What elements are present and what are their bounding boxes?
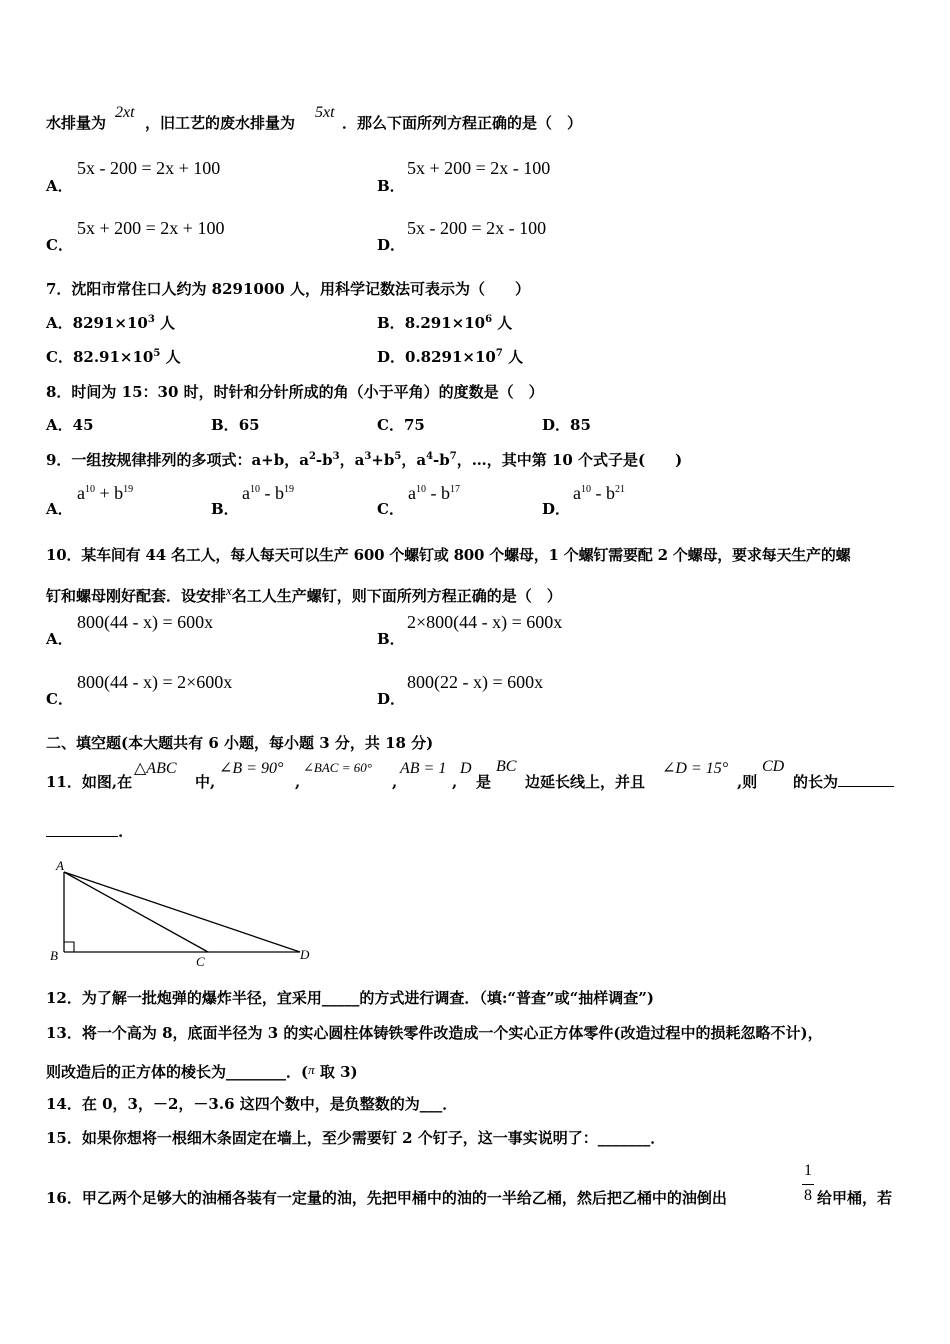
q11-answer-blank-1[interactable] (838, 772, 894, 787)
right-angle-mark (64, 942, 74, 952)
label-c: C (196, 954, 205, 969)
intro-line (46, 113, 106, 133)
q11-line2 (46, 822, 123, 842)
q11-answer-blank-2[interactable] (46, 822, 118, 837)
q9-s-g: ，…，其中第 10 个式子是( ) (456, 451, 683, 469)
q14-text: 14．在 0，3，－2，－3.6 这四个数中，是负整数的为___． (46, 1095, 458, 1113)
q7-d-exp: 7 (495, 348, 503, 359)
q13-line2 (46, 1060, 358, 1082)
q7-a-base: 8291×10 (72, 314, 148, 332)
q9-option-c (408, 483, 460, 504)
q9-d-op: - b (591, 483, 615, 503)
q7-option-c (46, 347, 181, 367)
q9-b-letter: B． (211, 500, 239, 518)
q7-a-unit: 人 (154, 314, 176, 332)
q8-c-letter: C． (377, 416, 404, 434)
q16-fraction-numerator: 1 (804, 1162, 812, 1179)
q9-a-letter: A． (46, 500, 73, 518)
q10-stem-line2 (46, 581, 562, 606)
q9-a-op: + b (95, 483, 124, 503)
q9-b-a: a (242, 483, 250, 503)
q9-s-c: ，a (339, 451, 365, 469)
q9-c-op: - b (426, 483, 450, 503)
q7-d-unit: 人 (502, 348, 524, 366)
q9-d-letter: D． (542, 500, 571, 518)
intro-text-3: ．那么下面所列方程正确的是（ ） (342, 114, 583, 132)
q10-b-letter: B． (377, 630, 405, 648)
q6-option-a-expr: 5x - 200 = 2x + 100 (77, 158, 221, 178)
q13-pi: π (308, 1062, 315, 1077)
q9-a-ae: 10 (85, 484, 95, 495)
q11-m1: △ABC (134, 760, 177, 777)
q7-b-base: 8.291×10 (404, 314, 486, 332)
q9-c-ae: 10 (416, 484, 426, 495)
label-a: A (56, 858, 64, 873)
q7-c-base: 82.91×10 (72, 348, 154, 366)
q9-sup-6: 7 (449, 451, 457, 462)
q10-s2a: 钉和螺母刚好配套．设安排 (46, 587, 227, 605)
q9-a-be: 19 (123, 484, 134, 495)
q6-option-b-letter: B． (377, 177, 405, 195)
q8-c-value: 75 (403, 416, 425, 434)
q7-b-exp: 6 (485, 314, 493, 325)
q6-option-c-expr: 5x + 200 = 2x + 100 (77, 218, 225, 238)
q6-option-d-letter: D． (377, 236, 406, 254)
q16-fraction-denominator: 8 (804, 1187, 812, 1204)
q11-triangle-figure (46, 858, 316, 973)
q11-m6: BC (496, 758, 517, 775)
q9-d-a: a (573, 483, 581, 503)
q10-option-b-expr: 2×800(44 - x) = 600x (407, 612, 563, 632)
q8-option-b (211, 415, 260, 435)
q11-t5: , (452, 773, 458, 791)
q7-a-letter: A． (46, 314, 73, 332)
q9-sup-3: 3 (364, 451, 372, 462)
q10-var-x: x (226, 583, 232, 598)
q11-t2: 中, (195, 773, 216, 791)
q6-option-a-letter: A． (46, 177, 73, 195)
q9-sup-4: 5 (394, 451, 402, 462)
q7-b-letter: B． (377, 314, 405, 332)
q11-t1: 11．如图,在 (46, 773, 133, 791)
intro-text-2: ，旧工艺的废水排量为 (145, 114, 296, 132)
q7-stem: 7．沈阳市常住口人约为 8291000 人，用科学记数法可表示为（ ） (46, 280, 530, 298)
q8-b-value: 65 (238, 416, 260, 434)
q8-b-letter: B． (211, 416, 239, 434)
q8-a-value: 45 (72, 416, 94, 434)
q7-b-unit: 人 (492, 314, 513, 332)
intro-math-2xt: 2xt (115, 104, 135, 121)
q8-option-d (542, 415, 591, 435)
q9-b-be: 19 (284, 484, 294, 495)
q9-s-e: ，a (401, 451, 427, 469)
q10-c-letter: C． (46, 690, 73, 708)
q10-stem-line1: 10．某车间有 44 名工人，每人每天可以生产 600 个螺钉或 800 个螺母，1 个螺钉需要配 2 个螺母，要求每天生产的螺 (46, 546, 851, 564)
q11-t6: 是 (476, 773, 492, 791)
q9-b-ae: 10 (250, 484, 260, 495)
q9-stem (46, 450, 682, 470)
q13-l2b: 取 3) (314, 1063, 358, 1081)
q9-sup-2: 3 (332, 451, 340, 462)
q11-m4: AB = 1 (400, 760, 447, 777)
q10-d-letter: D． (377, 690, 406, 708)
q6-option-d-expr: 5x - 200 = 2x - 100 (407, 218, 547, 238)
q9-option-b (242, 483, 294, 504)
q11-m5: D (460, 760, 472, 777)
q7-a-exp: 3 (147, 314, 155, 325)
q9-s-f: -b (433, 451, 450, 469)
section-2-heading: 二、填空题(本大题共有 6 小题，每小题 3 分，共 18 分) (46, 734, 434, 752)
q9-option-d (573, 483, 625, 504)
q9-s-d: +b (371, 451, 395, 469)
label-d: D (300, 947, 310, 962)
q10-a-letter: A． (46, 630, 73, 648)
q8-stem: 8．时间为 15：30 时，时针和分针所成的角（小于平角）的度数是（ ） (46, 383, 544, 401)
intro-math-5xt: 5xt (315, 104, 335, 121)
q7-c-exp: 5 (153, 348, 161, 359)
q11-t4: , (392, 773, 398, 791)
q11-m3: ∠BAC = 60° (303, 760, 372, 775)
q9-sup-5: 4 (426, 451, 434, 462)
q7-c-letter: C． (46, 348, 73, 366)
q7-d-base: 0.8291×10 (405, 348, 496, 366)
q7-option-d (377, 347, 523, 367)
q11-tail: . (118, 823, 124, 841)
q9-option-a (77, 483, 133, 504)
q8-d-value: 85 (570, 416, 591, 434)
q13-line1: 13．将一个高为 8，底面半径为 3 的实心圆柱体铸铁零件改造成一个实心正方体零件(改造过程中的损耗忽略不计)， (46, 1024, 823, 1042)
q9-d-be: 21 (615, 484, 625, 495)
intro-text-1: 水排量为 (46, 114, 107, 132)
segment-ac (64, 872, 208, 952)
q7-d-letter: D． (377, 348, 406, 366)
q9-s-b: -b (315, 451, 333, 469)
q6-option-c-letter: C． (46, 236, 73, 254)
q11-t9-text: 的长为 (793, 773, 839, 791)
q13-l2a: 则改造后的正方体的棱长为________．( (46, 1063, 309, 1081)
q9-sup-1: 2 (308, 451, 316, 462)
q9-a-a: a (77, 483, 85, 503)
q9-c-a: a (408, 483, 416, 503)
q15-text: 15．如果你想将一根细木条固定在墙上，至少需要钉 2 个钉子，这一事实说明了：_______． (46, 1129, 666, 1147)
q7-option-a (46, 313, 175, 333)
q9-c-letter: C． (377, 500, 404, 518)
q10-s2b: 名工人生产螺钉，则下面所列方程正确的是（ ） (231, 587, 562, 605)
q7-c-unit: 人 (160, 348, 181, 366)
q11-t7: 边延长线上，并且 (525, 773, 646, 791)
q9-s-a: 9．一组按规律排列的多项式：a+b，a (46, 451, 309, 469)
q11-t9 (793, 772, 894, 792)
q10-option-c-expr: 800(44 - x) = 2×600x (77, 672, 233, 692)
q9-d-ae: 10 (581, 484, 591, 495)
q12-text: 12．为了解一批炮弹的爆炸半径，宜采用_____的方式进行调查．（填:“普查”或“抽样调查”) (46, 989, 655, 1007)
q10-option-a-expr: 800(44 - x) = 600x (77, 612, 214, 632)
q11-t3: , (295, 773, 301, 791)
q16-fraction-bar (802, 1184, 814, 1185)
q11-m2: ∠B = 90° (219, 760, 284, 777)
q11-m7: ∠D = 15° (662, 760, 729, 777)
q11-m8: CD (762, 758, 785, 775)
q10-option-d-expr: 800(22 - x) = 600x (407, 672, 544, 692)
q6-option-b-expr: 5x + 200 = 2x - 100 (407, 158, 551, 178)
q9-c-be: 17 (450, 484, 460, 495)
q8-d-letter: D． (542, 416, 571, 434)
segment-ad (64, 872, 300, 952)
label-b: B (50, 948, 58, 963)
q16-t2: 给甲桶，若 (817, 1189, 893, 1207)
q11-t8: ,则 (737, 773, 758, 791)
q8-a-letter: A． (46, 416, 73, 434)
q16-t1: 16．甲乙两个足够大的油桶各装有一定量的油，先把甲桶中的油的一半给乙桶，然后把乙桶中的油倒出 (46, 1189, 727, 1207)
q8-option-a (46, 415, 94, 435)
q7-option-b (377, 313, 512, 333)
q8-option-c (377, 415, 425, 435)
q9-b-op: - b (260, 483, 284, 503)
